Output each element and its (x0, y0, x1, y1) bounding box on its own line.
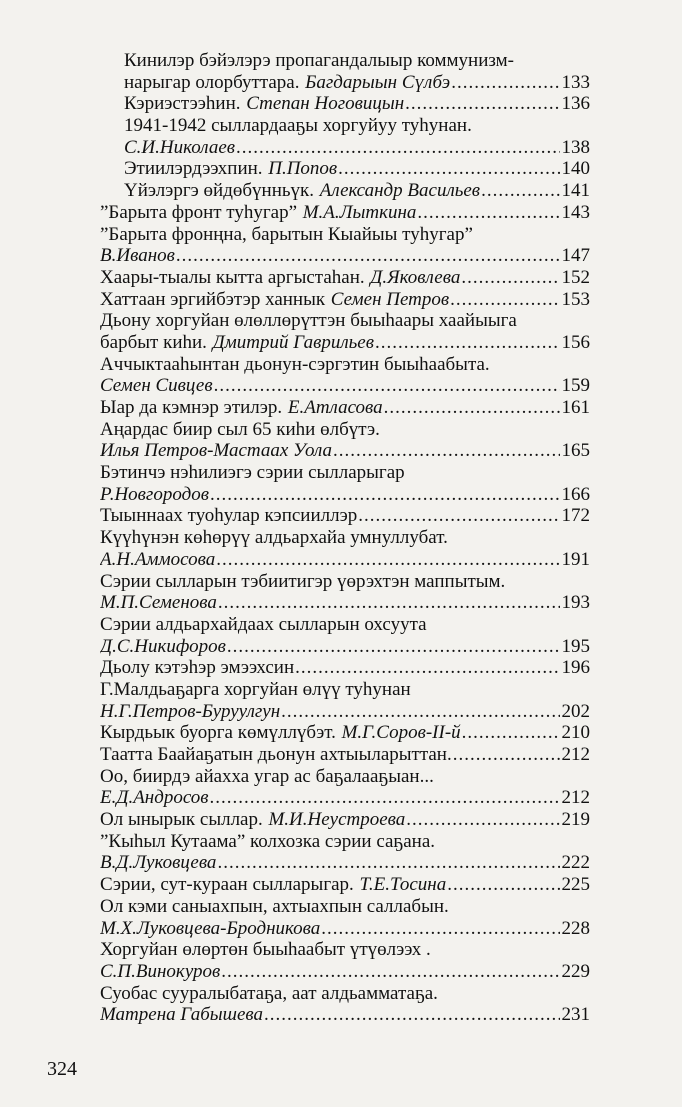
toc-entry-title: 1941-1942 сыллардааҕы хоргуйуу туһунан. (124, 115, 472, 137)
dot-leader (451, 72, 559, 94)
toc-entry-author: М.И.Неустроева (268, 809, 406, 831)
toc-entry-title: барбыт киһи. (100, 331, 207, 353)
toc-entry (100, 852, 590, 874)
toc-entry-page: 229 (561, 960, 590, 982)
toc-entry-author: С.И.Николаев (124, 136, 236, 158)
toc-entry-title: Этиилэрдээхпин. (124, 158, 263, 180)
toc-entry-page: 225 (561, 874, 590, 896)
toc-entry-title: ”Кыһыл Кутаама” колхозка сэрии саҕана. (100, 830, 436, 852)
toc-entry-author: А.Н.Аммосова (100, 548, 216, 570)
toc-entry-author: М.П.Семенова (100, 592, 217, 614)
toc-entry (100, 766, 590, 788)
toc-entry-author: П.Попов (268, 158, 338, 180)
toc-entry (100, 896, 590, 918)
dot-leader (264, 1004, 559, 1026)
toc-entry (100, 744, 590, 766)
toc-entry-author: Семен Петров (330, 288, 450, 310)
toc-entry (100, 1004, 590, 1026)
toc-entry (100, 50, 590, 72)
toc-entry-author: Багдарыын Сүлбэ (305, 71, 451, 93)
toc-entry-page: 222 (561, 852, 590, 874)
toc-entry-title: Сэрии, сут-кураан сылларыгар. (100, 874, 354, 896)
toc-entry-page: 212 (561, 744, 590, 765)
dot-leader (221, 961, 559, 983)
toc-entry-author: Степан Ноговицын (246, 93, 405, 115)
toc-entry-page: 212 (561, 787, 590, 809)
toc-entry-page: 138 (561, 136, 590, 158)
dot-leader (384, 397, 560, 419)
dot-leader (450, 289, 559, 311)
dot-leader (406, 809, 559, 831)
toc-entry-title: Ол кэми саныахпын, ахтыахпын саллабын. (100, 895, 449, 917)
toc-entry-page: 143 (561, 201, 590, 223)
toc-entry-author: Илья Петров-Мастаах Уола (100, 440, 332, 462)
toc-entry (100, 72, 590, 94)
dot-leader (338, 158, 559, 180)
toc-entry-title: Г.Малдьаҕарга хоргуйан өлүү туһунан (100, 678, 411, 700)
toc-entry-title: Кинилэр бэйэлэрэ пропагандалыыр коммунизм- (124, 50, 514, 71)
dot-leader (321, 918, 559, 940)
toc-entry-title: Аңардас биир сыл 65 киһи өлбүтэ. (100, 418, 380, 440)
toc-entry-title: Хоргуйан өлөртөн быыһаабыт үтүөлээх . (100, 939, 431, 961)
toc-entry-title: Кэриэстээһин. (124, 93, 241, 115)
dot-leader (210, 787, 560, 809)
dot-leader (481, 180, 559, 202)
toc-entry-title: Тыыннаах туоһулар кэпсииллэр (100, 505, 358, 527)
toc-entry-author: Е.Атласова (287, 397, 383, 418)
toc-entry-author: Е.Д.Андросов (100, 787, 209, 809)
toc-entry-page: 165 (561, 440, 590, 462)
toc-entry-author: М.А.Лыткина (302, 201, 417, 223)
toc-entry-page: 191 (561, 548, 590, 570)
toc-entry-title: ”Барыта фронңна, барытын Кыайыы туһугар” (100, 223, 473, 245)
dot-leader (333, 440, 560, 462)
toc-entry-page: 202 (561, 700, 590, 722)
toc-entry (100, 961, 590, 983)
toc-entry-title: Ыар да кэмнэр этилэр. (100, 397, 283, 418)
toc-entry (100, 918, 590, 940)
toc-entry (100, 722, 590, 744)
toc-entry (100, 701, 590, 723)
toc-entry-title: нарыгар олорбуттара. (124, 71, 300, 93)
toc-entry-author: Д.С.Никифоров (100, 635, 226, 657)
toc-entry-title: Ол ынырык сыллар. (100, 809, 263, 831)
toc-entry (100, 614, 590, 636)
toc-entry (100, 636, 590, 658)
table-of-contents (100, 50, 590, 1026)
toc-entry (100, 397, 590, 419)
dot-leader (236, 137, 559, 159)
toc-entry (100, 549, 590, 571)
toc-entry (100, 310, 590, 332)
toc-entry-title: ”Барыта фронт туһугар” (100, 201, 298, 223)
toc-entry (100, 180, 590, 202)
dot-leader (447, 874, 559, 896)
toc-entry (100, 375, 590, 397)
toc-entry-page: 133 (561, 71, 590, 93)
toc-entry-title: Үйэлэргэ өйдөбүнньүк. (124, 180, 315, 202)
toc-entry-title: Кырдьык буорга көмүллүбэт. (100, 722, 336, 744)
toc-entry (100, 289, 590, 311)
toc-entry-page: 156 (561, 331, 590, 353)
toc-entry-page: 159 (561, 375, 590, 397)
dot-leader (214, 375, 560, 397)
toc-entry-page: 196 (561, 657, 590, 679)
toc-entry-author: Дмитрий Гаврильев (212, 331, 374, 353)
toc-entry-author: Д.Яковлева (370, 266, 461, 288)
toc-entry-title: Хаттаан эргийбэтэр ханнык (100, 288, 326, 310)
dot-leader (217, 852, 559, 874)
toc-entry (100, 245, 590, 267)
toc-entry (100, 939, 590, 961)
toc-entry-author: М.Г.Соров-II-й (341, 722, 461, 744)
toc-entry-page: 228 (561, 917, 590, 939)
toc-entry (100, 874, 590, 896)
toc-entry-page: 152 (561, 266, 590, 288)
dot-leader (417, 202, 559, 224)
toc-entry-title: Күүһүнэн көһөрүү алдьархайа умнуллубат. (100, 527, 448, 549)
dot-leader (210, 484, 560, 506)
toc-entry-author: В.Д.Луковцева (100, 852, 217, 874)
toc-entry-author: Р.Новгородов (100, 483, 209, 505)
toc-entry (100, 115, 590, 137)
toc-entry-author: Александр Васильев (319, 180, 481, 202)
dot-leader (405, 93, 559, 115)
toc-entry (100, 484, 590, 506)
dot-leader (375, 332, 560, 354)
toc-entry-title: Дьону хоргуйан өлөллөрүттэн быыһаары хаайыыга (100, 310, 517, 332)
toc-entry-title: Хаары-тыалы кытта аргыстаһан. (100, 266, 365, 288)
toc-entry (100, 93, 590, 115)
toc-entry-page: 147 (561, 245, 590, 267)
toc-entry-page: 140 (561, 158, 590, 180)
toc-entry-page: 141 (561, 180, 590, 202)
toc-entry-title: Таатта Баайаҕатын дьонун ахтыыларыттан. (100, 744, 452, 765)
toc-entry-page: 210 (561, 722, 590, 744)
toc-entry (100, 462, 590, 484)
toc-entry-page: 172 (561, 505, 590, 527)
toc-entry (100, 657, 590, 679)
toc-entry (100, 592, 590, 614)
toc-entry-page: 231 (561, 1004, 590, 1026)
page-number: 324 (47, 1058, 77, 1080)
toc-entry (100, 267, 590, 289)
toc-entry (100, 983, 590, 1005)
toc-entry (100, 831, 590, 853)
dot-leader (295, 657, 559, 679)
toc-entry-author: Т.Е.Тосина (359, 874, 447, 896)
toc-entry (100, 527, 590, 549)
toc-entry (100, 158, 590, 180)
toc-entry (100, 202, 590, 224)
toc-entry-author: Н.Г.Петров-Буруулгун (100, 700, 281, 722)
toc-entry-title: Бэтинчэ нэһилиэгэ сэрии сылларыгар (100, 462, 405, 484)
toc-entry (100, 440, 590, 462)
toc-entry-title: Сэрии сылларын тэбиитигэр үөрэхтэн маппытым. (100, 570, 506, 592)
toc-entry-author: Матрена Габышева (100, 1004, 264, 1026)
toc-entry-author: В.Иванов (100, 245, 175, 267)
toc-entry (100, 332, 590, 354)
dot-leader (462, 722, 560, 744)
dot-leader (461, 267, 559, 289)
toc-entry (100, 224, 590, 246)
toc-entry (100, 787, 590, 809)
toc-entry-page: 166 (561, 483, 590, 505)
toc-entry (100, 354, 590, 376)
dot-leader (216, 549, 559, 571)
toc-entry (100, 505, 590, 527)
dot-leader (281, 701, 559, 723)
toc-entry-author: С.П.Винокуров (100, 960, 221, 982)
toc-entry-page: 219 (561, 809, 590, 831)
dot-leader (453, 744, 560, 766)
toc-entry-page: 193 (561, 592, 590, 614)
dot-leader (227, 636, 560, 658)
toc-entry (100, 809, 590, 831)
dot-leader (218, 592, 560, 614)
toc-entry (100, 137, 590, 159)
toc-entry-author: М.Х.Луковцева-Бродникова (100, 917, 321, 939)
toc-entry (100, 679, 590, 701)
toc-entry-title: Суобас сууралыбатаҕа, аат алдьамматаҕа. (100, 982, 438, 1004)
toc-entry-page: 161 (561, 397, 590, 418)
dot-leader (358, 505, 559, 527)
toc-entry (100, 419, 590, 441)
toc-entry-page: 195 (561, 635, 590, 657)
toc-entry-title: Дьолу кэтэһэр эмээхсин (100, 657, 295, 679)
toc-entry-page: 136 (561, 93, 590, 115)
dot-leader (176, 245, 560, 267)
toc-entry-title: Оо, биирдэ айахха угар ас баҕалааҕыан... (100, 765, 434, 787)
toc-entry-title: Сэрии алдьархайдаах сылларын охсуута (100, 613, 427, 635)
toc-entry-title: Аччыктааһынтан дьонун-сэргэтин быыһаабыта. (100, 353, 490, 375)
toc-entry-author: Семен Сивцев (100, 375, 213, 397)
toc-entry-page: 153 (561, 288, 590, 310)
toc-entry (100, 571, 590, 593)
